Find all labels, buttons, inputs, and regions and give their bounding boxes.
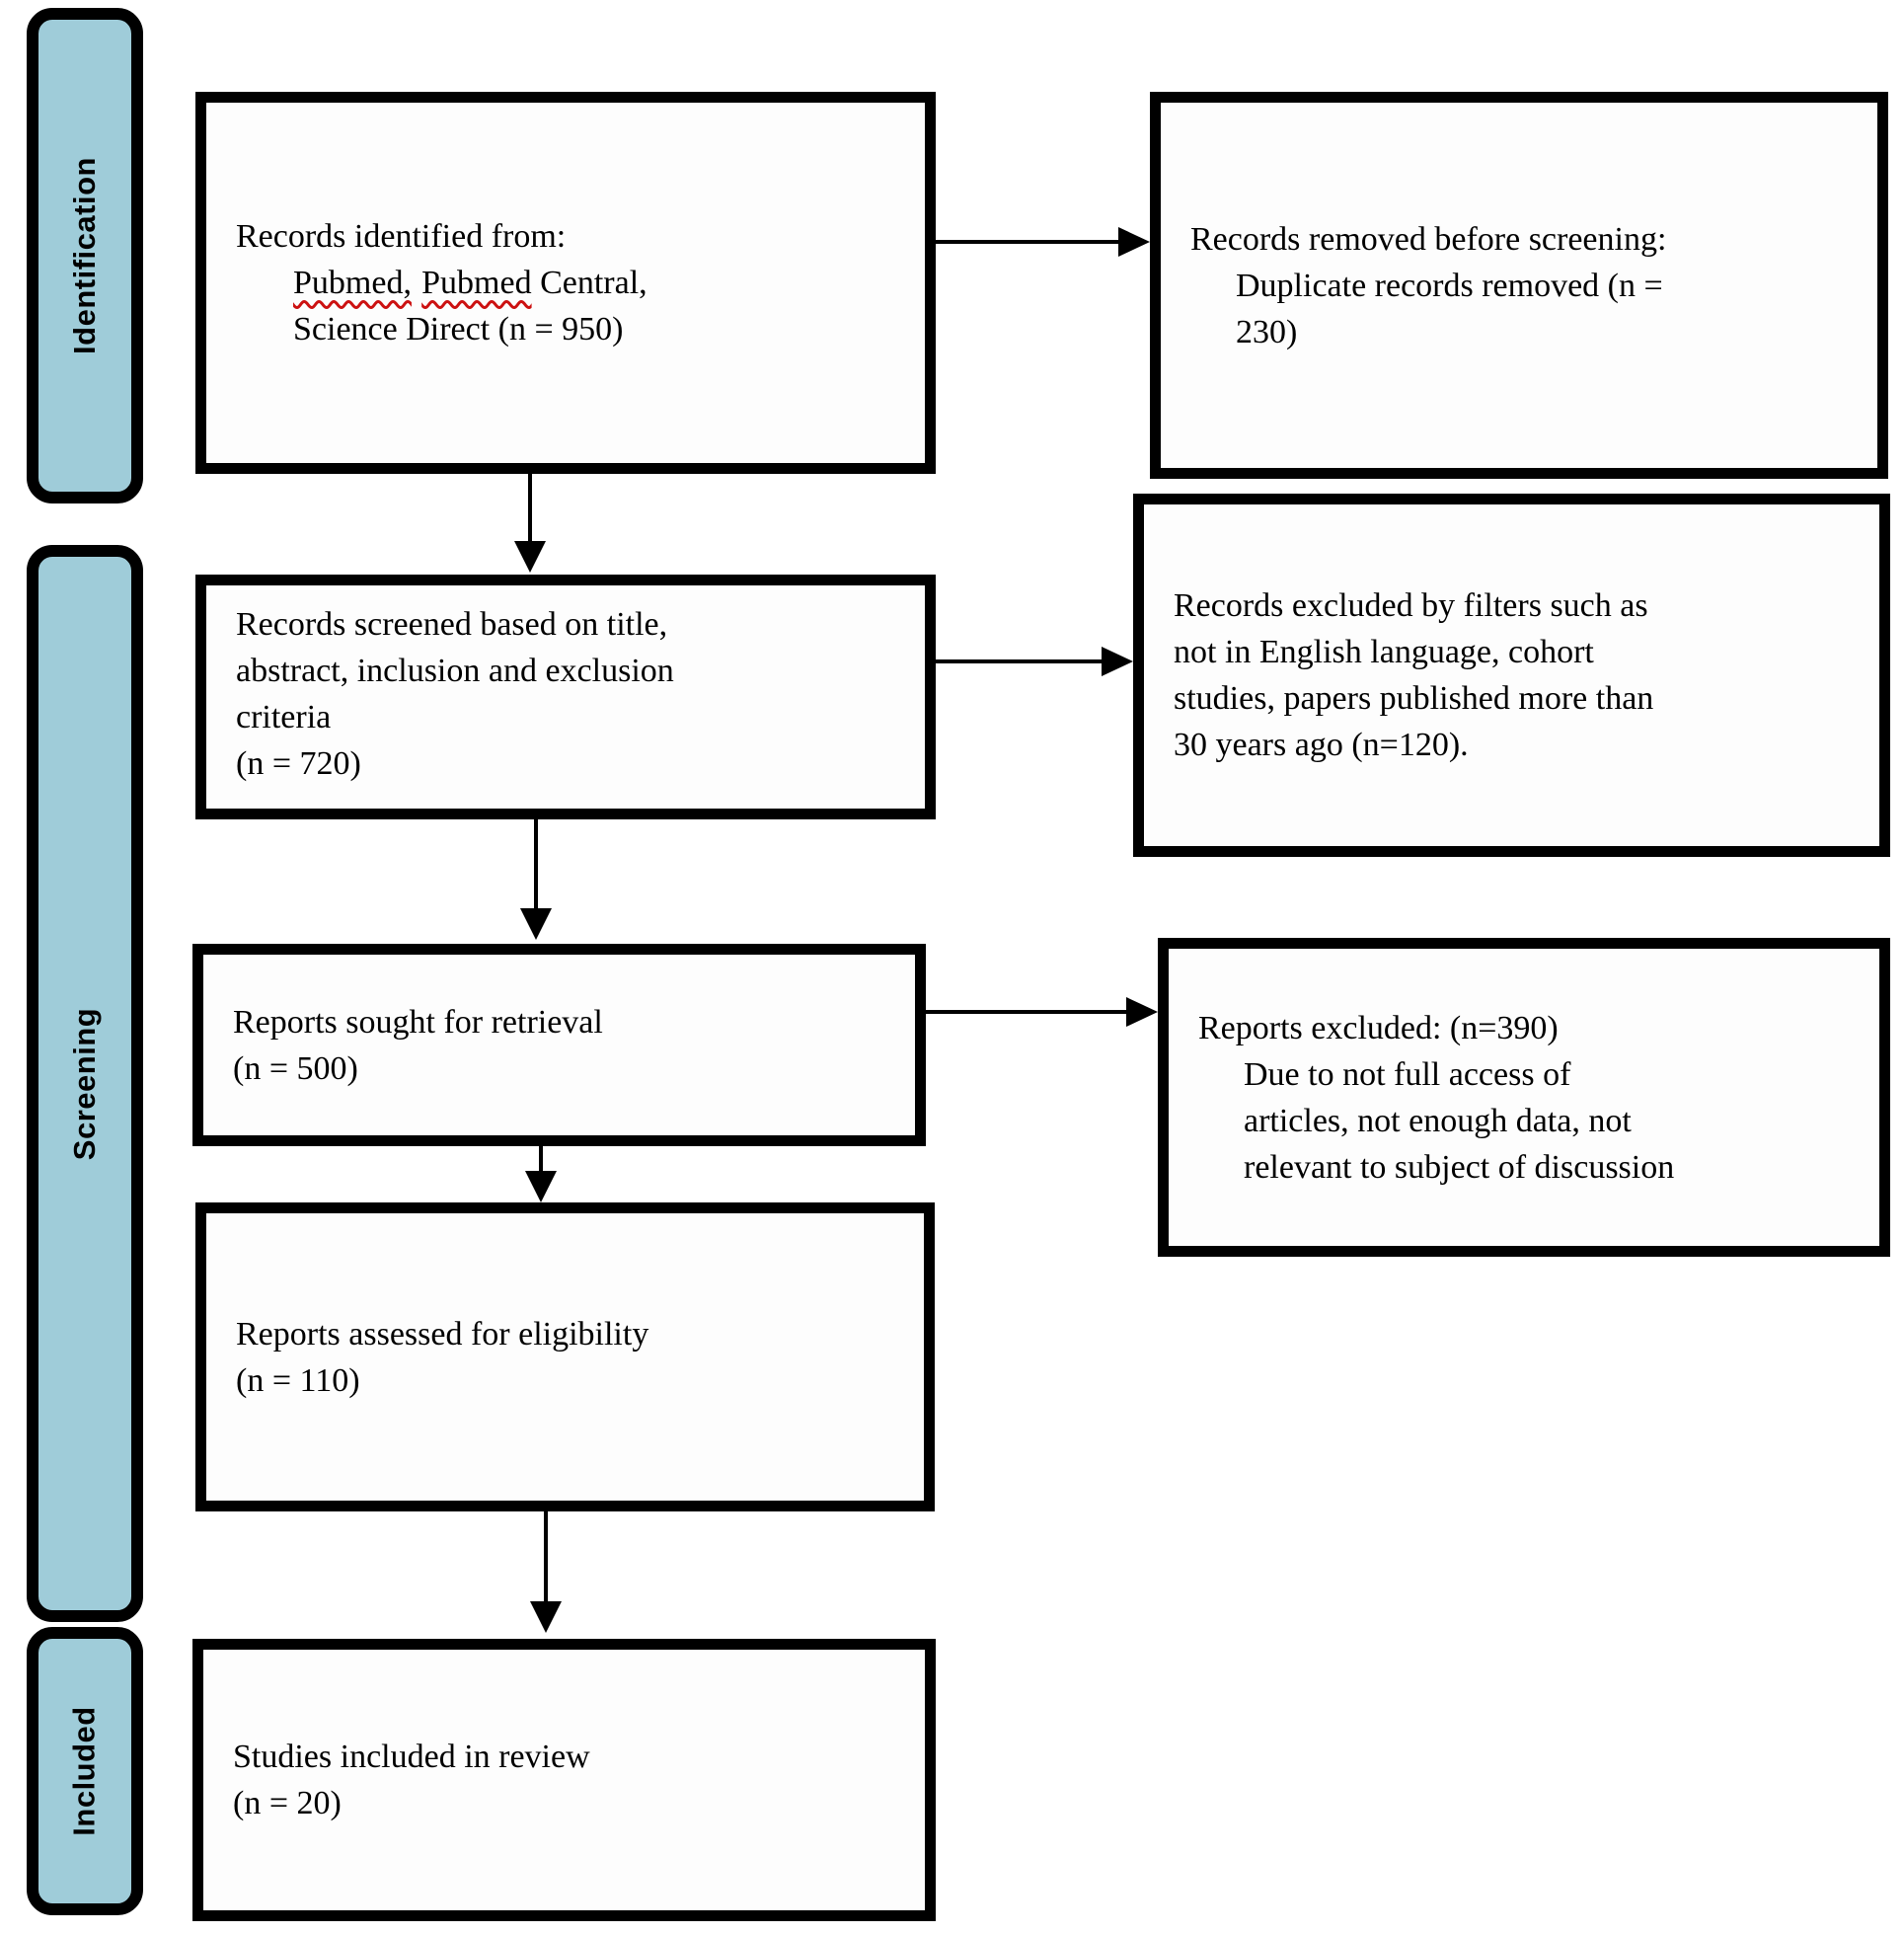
arrow-line	[528, 474, 532, 545]
arrow-line	[539, 1146, 543, 1174]
records-identified-source-pubmed: Pubmed,	[293, 265, 412, 301]
records-removed-line2: Duplicate records removed (n =	[1236, 267, 1663, 304]
arrow-line	[926, 1010, 1126, 1014]
stage-label-included-text: Included	[67, 1706, 103, 1836]
arrow-head-icon	[520, 908, 552, 940]
studies-included-line1: Studies included in review	[233, 1739, 590, 1775]
stage-label-included	[27, 1627, 143, 1915]
records-excluded-line1: Records excluded by filters such as	[1174, 587, 1648, 624]
records-identified-line2	[236, 260, 905, 306]
box-reports-assessed	[195, 1202, 935, 1511]
records-screened-line1: Records screened based on title,	[236, 606, 668, 643]
arrow-head-icon	[525, 1171, 557, 1202]
reports-excluded-line3: articles, not enough data, not	[1244, 1102, 1632, 1139]
records-identified-line3: Science Direct (n = 950)	[293, 311, 624, 348]
box-reports-excluded	[1158, 938, 1890, 1257]
arrow-head-icon	[1102, 647, 1133, 676]
box-records-excluded-filters	[1133, 494, 1890, 857]
records-excluded-line4: 30 years ago (n=120).	[1174, 727, 1469, 763]
stage-label-screening-text: Screening	[67, 1007, 103, 1160]
reports-assessed-line1: Reports assessed for eligibility	[236, 1315, 649, 1353]
box-studies-included	[192, 1639, 936, 1921]
reports-excluded-line1: Reports excluded: (n=390)	[1198, 1009, 1559, 1046]
box-records-removed	[1150, 92, 1888, 479]
studies-included-line2: (n = 20)	[233, 1785, 342, 1821]
stage-label-screening	[27, 545, 143, 1622]
arrow-line	[534, 819, 538, 910]
reports-sought-line2: (n = 500)	[233, 1049, 358, 1087]
arrow-head-icon	[530, 1601, 562, 1633]
records-excluded-line2: not in English language, cohort	[1174, 634, 1594, 670]
records-screened-line3: criteria	[236, 699, 332, 735]
arrow-head-icon	[514, 541, 546, 573]
box-records-screened	[195, 575, 936, 819]
reports-excluded-line2: Due to not full access of	[1244, 1055, 1571, 1093]
arrow-line	[544, 1511, 548, 1603]
stage-label-identification	[27, 8, 143, 503]
arrow-head-icon	[1118, 227, 1150, 257]
reports-assessed-line2: (n = 110)	[236, 1361, 360, 1399]
records-screened-line2: abstract, inclusion and exclusion	[236, 653, 674, 689]
records-screened-line4: (n = 720)	[236, 745, 361, 782]
records-excluded-line3: studies, papers published more than	[1174, 680, 1654, 717]
records-removed-line3: 230)	[1236, 313, 1298, 350]
box-records-identified	[195, 92, 936, 474]
records-removed-line1: Records removed before screening:	[1190, 220, 1667, 258]
stage-label-identification-text: Identification	[67, 157, 103, 354]
arrow-line	[936, 240, 1120, 244]
records-identified-source-pubmed-central: Pubmed	[421, 265, 532, 301]
arrow-line	[936, 659, 1102, 663]
reports-excluded-line4: relevant to subject of discussion	[1244, 1148, 1675, 1186]
records-identified-line2-tail: Central,	[531, 265, 647, 301]
records-identified-line1: Records identified from:	[236, 218, 567, 255]
reports-sought-line1: Reports sought for retrieval	[233, 1003, 603, 1041]
box-reports-sought	[192, 944, 926, 1146]
arrow-head-icon	[1126, 997, 1158, 1027]
